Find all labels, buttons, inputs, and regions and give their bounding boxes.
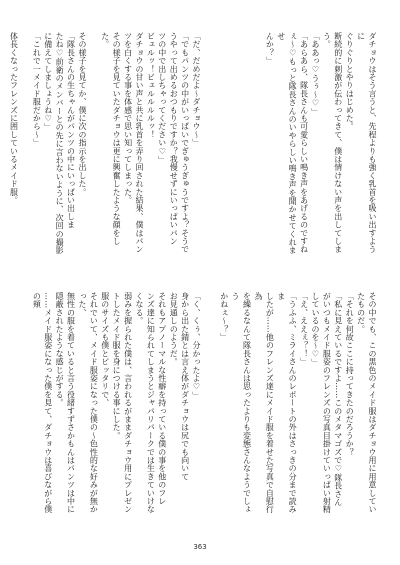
- page-number: 363: [193, 543, 207, 551]
- text-block-lower-left: 「く、くぅ、分かったよ♡」 身から出た錆とは言え体がダチョウは尻でも向いて お見通しのようだ。 それもアプノーマルな性癖を持っている僕の事を他のフレ ンズ達に知られてしまうとジャパリパークでは生きていけなくなる。 弱みを握られた僕は、言われるがままダチョウ用にプレゼン トしたメイド服を身につける事にした。 服のサイズも僕とピッタリで、 それでいて、メイド服姿になった僕の〜色性的な好みが無かった、 無性の服を着ていると言う役緒すずさかもんはパンツは中に 隠蔽されたような感じがする。 ……メイド服姿になった僕を見て、ダチョウは喜びながら僕の頬: [32, 292, 201, 514]
- text-block-upper-left: 「だ、だめだよ～ダチョウ～」 「でもパンツの中がいっぱいでぎゅうぎゅうですよ？そうで うやって出めるおつもりですか？我慢せずにいっぱいパン ツの中で出しちゃってください♡」 ビュルッ！ビュルルルルッ！ ダチョウの甘い声と共に乳首を弄り回された結果、僕はパン ツを白くする事を体感で思い知ってしまった。 その様子を見ていたダチョウは更に興奮したような顔をし た。 その様子を見てか、僕に次の指示を出した。 「隊長さんの生ちゃんがパンツの中にいっぱい出しま たね♡前衛のメンバーとの先に言わないように、次回の撮影 に備えてしましょうね♡」 「これで一メイド服だから～」 体長くなったフレンズに囲しているメイド服。: [9, 32, 201, 255]
- text-block-lower-right: その中でも、この黒色のメイド服はダチョウ用に用意してい たものだ。 「それを何故ここに持ってきたのだろうか？ 「私に見えているですよ……このメタマゴズで♡隊長さん がいつもメイド服姿のフレンズの写真目掛けていっぱい射精 しているのを～♡」 「え、ええぇ？！」 「うふふ、ミライさんのレポートの外はさっきの分まで読みま したが……他のフレンズ達にメイド服を着せた写真で自慰行為 を繰るなんて隊長さんは思ったよりも変態さんなようでしょう かねぇ～？」: [219, 292, 377, 514]
- text-block-upper-right: ダチョウはそう言うと、先程よりも強く乳首を吸い出すように ぐりぐりとやりはじめた。 断続的に刺激が伝わってきて、僕は情けない声を出してしま う。 「ああっ♡うぅ～♡」 「あらあら、隊長さんも可愛らしい鳴き声をあげるのですね ぇ～♡もっと隊長さんのいやらしい鳴き声を聞かせてくれませ んか？」: [265, 32, 377, 255]
